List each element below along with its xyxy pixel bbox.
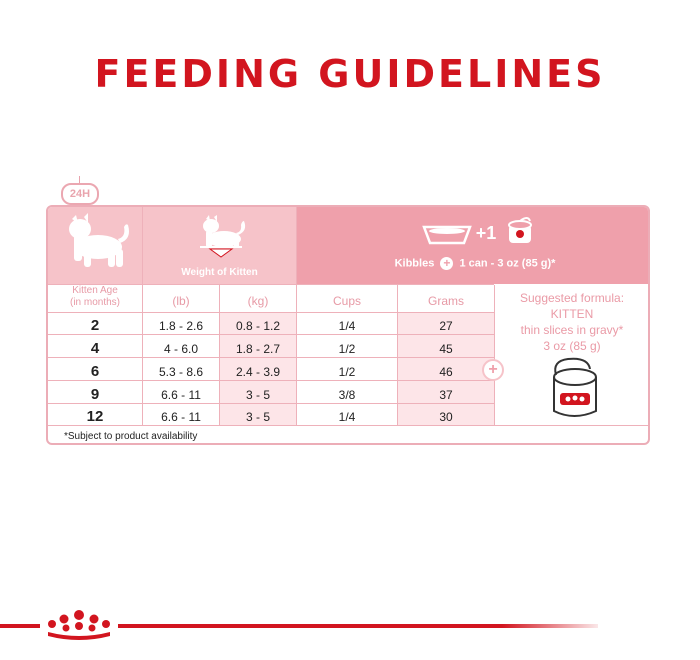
lb-cell: 1.8 - 2.6 <box>158 319 204 333</box>
brand-bar <box>0 624 40 628</box>
grams-cell: 27 <box>439 319 453 333</box>
bowl-icon <box>422 223 472 245</box>
grams-cell: 30 <box>439 410 453 424</box>
weight-label: Weight of Kitten <box>181 267 258 278</box>
cups-cell: 1/2 <box>338 342 356 356</box>
can-icon <box>548 355 602 421</box>
suggested-formula <box>496 290 648 354</box>
kg-cell: 1.8 - 2.7 <box>235 342 281 356</box>
royal-canin-crown-logo <box>42 606 116 640</box>
grams-cell: 45 <box>439 342 453 356</box>
age-label-line2: (in months) <box>69 297 120 308</box>
divider <box>48 334 494 335</box>
can-icon <box>506 217 534 247</box>
formula-heading: Suggested formula: <box>519 291 625 305</box>
divider <box>48 312 494 313</box>
age-cell: 4 <box>90 340 100 357</box>
divider <box>494 285 495 425</box>
lb-cell: 6.6 - 11 <box>161 410 201 424</box>
kg-cell: 2.4 - 3.9 <box>235 365 281 379</box>
formula-line: thin slices in gravy* <box>520 323 624 337</box>
grams-cell: 37 <box>439 388 453 402</box>
cups-cell: 1/4 <box>338 319 356 333</box>
plus-icon: + <box>482 359 504 381</box>
plus-one-label: +1 <box>475 223 497 243</box>
divider <box>48 380 494 381</box>
plus-icon: + <box>440 257 453 270</box>
age-cell: 12 <box>86 408 104 425</box>
age-label-line1: Kitten Age <box>72 285 118 296</box>
cups-cell: 1/4 <box>338 410 356 424</box>
kg-cell: 3 - 5 <box>245 388 270 402</box>
page-title: FEEDING GUIDELINES <box>94 52 606 96</box>
divider <box>48 403 494 404</box>
kibbles-label: Kibbles <box>394 257 435 270</box>
footnote: *Subject to product availability <box>64 431 198 442</box>
lb-header: (lb) <box>172 294 190 308</box>
scale-kitten-icon <box>194 215 248 261</box>
lb-cell: 6.6 - 11 <box>161 388 201 402</box>
divider <box>48 357 494 358</box>
lb-cell: 4 - 6.0 <box>163 342 199 356</box>
brand-bar <box>118 624 598 628</box>
cups-header: Cups <box>332 294 361 308</box>
can-amount-label: 1 can - 3 oz (85 g)* <box>459 257 556 270</box>
kibbles-line <box>298 257 650 270</box>
kg-cell: 3 - 5 <box>245 410 270 424</box>
age-header <box>48 285 142 309</box>
food-header-bg <box>297 207 650 284</box>
formula-line: KITTEN <box>550 307 594 321</box>
24h-badge: 24H <box>61 183 99 205</box>
age-cell: 6 <box>90 363 100 380</box>
age-cell: 9 <box>90 386 100 403</box>
kg-cell: 0.8 - 1.2 <box>235 319 281 333</box>
age-cell: 2 <box>90 317 100 334</box>
formula-line: 3 oz (85 g) <box>543 339 601 353</box>
grams-cell: 46 <box>439 365 453 379</box>
cups-cell: 3/8 <box>338 388 356 402</box>
kitten-icon <box>58 213 134 271</box>
grams-header: Grams <box>428 294 464 308</box>
cups-cell: 1/2 <box>338 365 356 379</box>
kg-header: (kg) <box>247 294 269 308</box>
divider <box>48 425 650 426</box>
lb-cell: 5.3 - 8.6 <box>158 365 204 379</box>
